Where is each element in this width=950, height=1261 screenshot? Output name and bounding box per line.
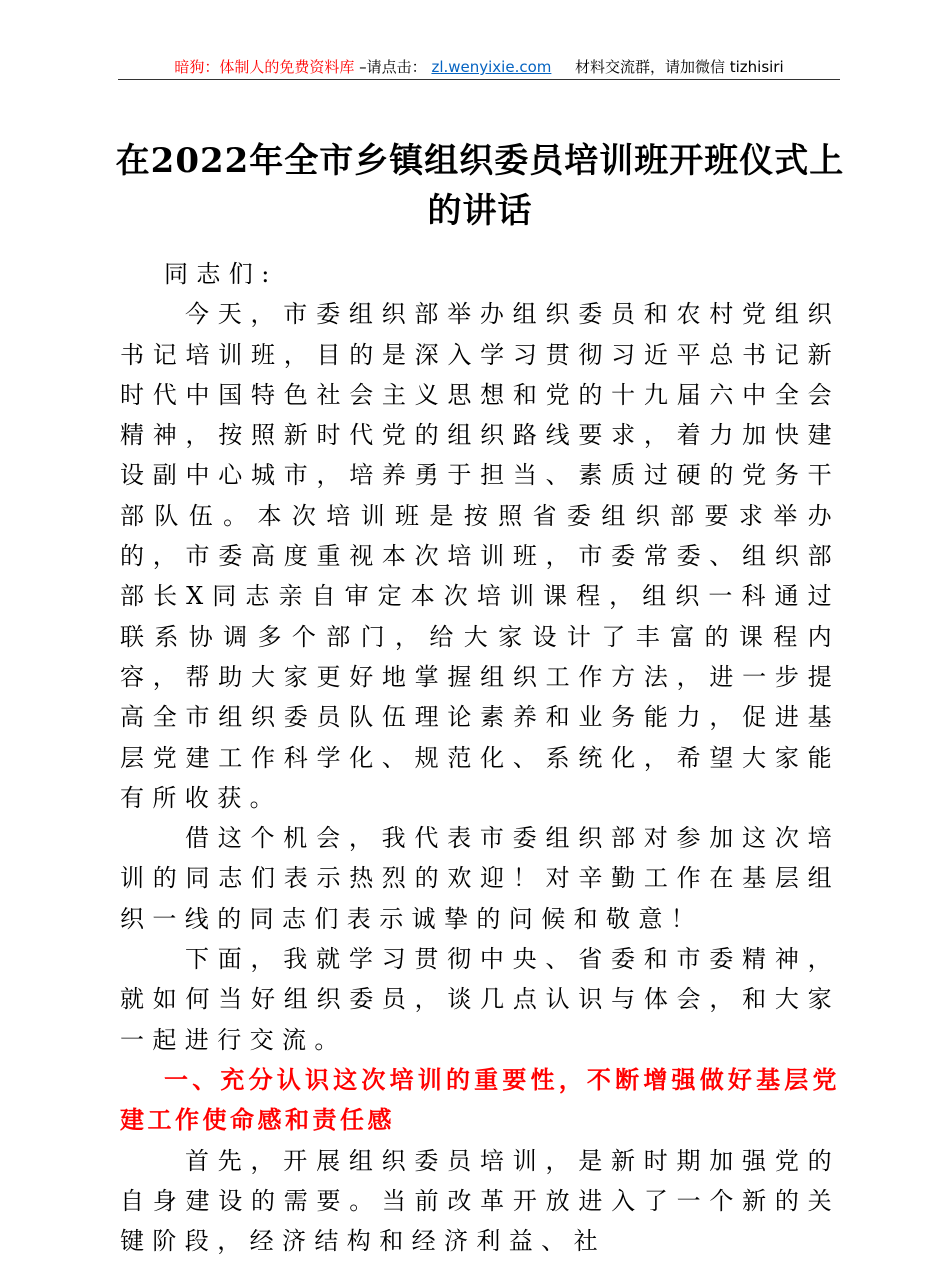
page-header — [118, 56, 840, 78]
header-brand: 暗狗：体制人的免费资料库 — [174, 58, 355, 76]
salutation: 同志们: — [164, 260, 278, 288]
header-link[interactable]: zl.wenyixie.com — [431, 58, 552, 76]
paragraph: 首先，开展组织委员培训，是新时期加强党的自身建设的需要。当前改革开放进入了一个新的关键阶段，经济结构和经济利益、社 — [120, 1146, 840, 1256]
title-line-2: 的讲话 — [427, 191, 533, 231]
document-title — [110, 136, 850, 236]
paragraph: 借这个机会，我代表市委组织部对参加这次培训的同志们表示热烈的欢迎！对辛勤工作在基层组织一线的同志们表示诚挚的问候和敬意！ — [120, 824, 840, 933]
paragraph: 今天，市委组织部举办组织委员和农村党组织书记培训班，目的是深入学习贯彻习近平总书记新时代中国特色社会主义思想和党的十九届六中全会精神，按照新时代党的组织路线要求，着力加快建设副中心城市，培养勇于担当、素质过硬的党务干部队伍。本次培训班是按照省委组织部要求举办的，市委高度重视本次培训班，市委常委、组织部部长X同志亲自审定本次培训课程，组织一科通过联系协调多个部门，给大家设计了丰富的课程内容，帮助大家更好地掌握组织工作方法，进一步提高全市组织委员队伍理论素养和业务能力，促进基层党建工作科学化、规范化、系统化，希望大家能有所收获。 — [120, 300, 840, 812]
section-heading: 一、充分认识这次培训的重要性，不断增强做好基层党建工作使命感和责任感 — [120, 1065, 840, 1135]
header-prompt: –请点击： — [359, 58, 427, 76]
paragraph: 下面，我就学习贯彻中央、省委和市委精神，就如何当好组织委员，谈几点认识与体会，和大家一起进行交流。 — [120, 945, 840, 1054]
header-divider — [118, 79, 840, 80]
document-body — [120, 254, 840, 1261]
title-line-1: 在2022年全市乡镇组织委员培训班开班仪式上 — [115, 141, 845, 181]
header-note: 材料交流群，请加微信 tizhisiri — [574, 58, 784, 76]
